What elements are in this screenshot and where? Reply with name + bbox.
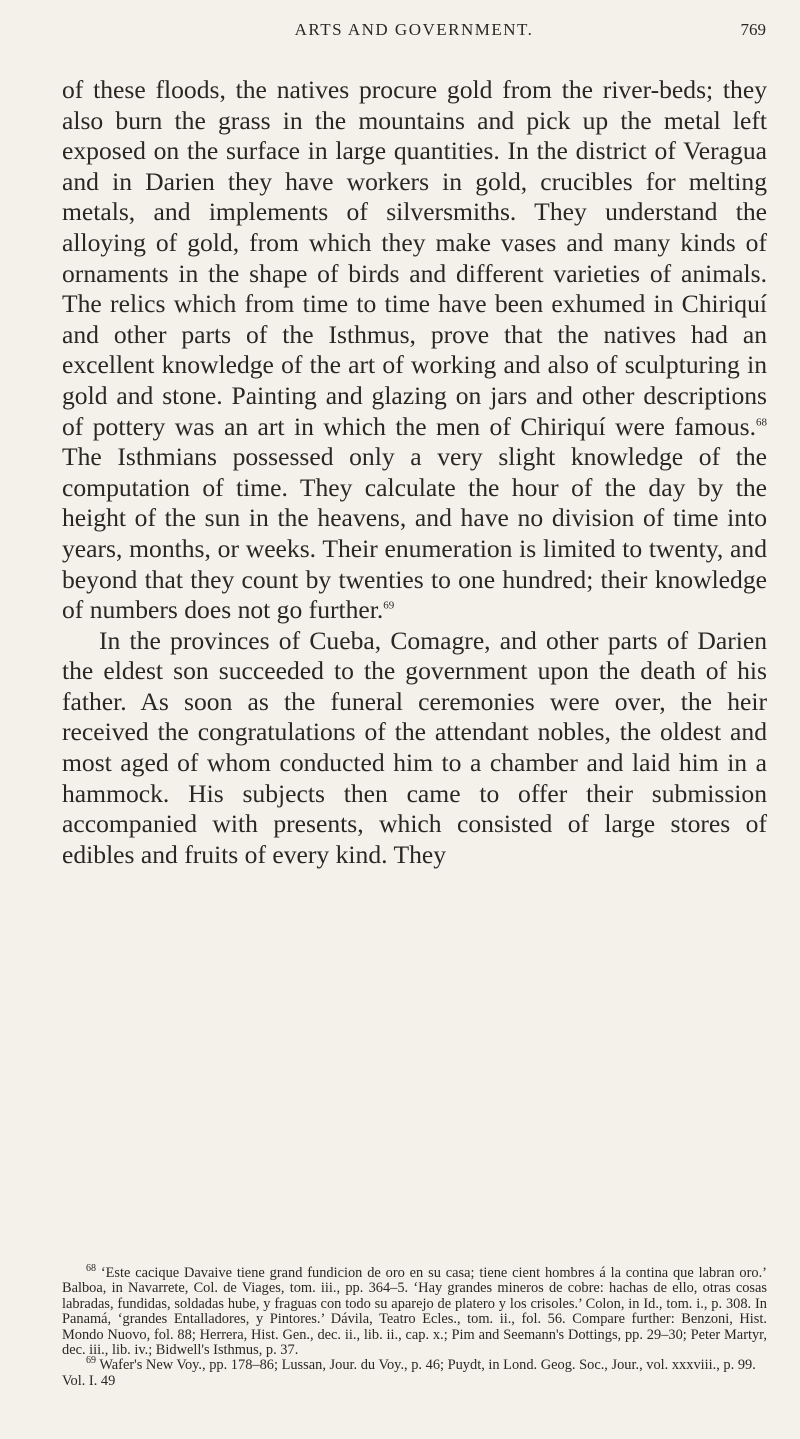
page-number: 769 <box>740 20 766 39</box>
footnote-68-number: 68 <box>86 1263 96 1275</box>
paragraph-2: In the provinces of Cueba, Comagre, and other parts of Darien the eldest son succeeded to the government upon the death of his father. As soon as the funeral ceremonies were over, the heir received the congratulations of the attendant nobles, the oldest and most aged of whom conducted him to a chamber and laid him in a hammock. His subjects then came to offer their submission accompanied with presents, which consisted of large stores of edibles and fruits of every kind. They <box>62 625 767 869</box>
note-ref-69[interactable]: 69 <box>383 599 395 612</box>
paragraph-1-text-b: The Isthmians possessed only a very slight knowledge of the computation of time. They calculate the hour of the day by the height of the sun in the heavens, and have no division of time into years, months, or weeks. Their enumeration is limited to twenty, and beyond that they count by twenties to one hundred; their knowledge of numbers does not go further. <box>62 442 767 625</box>
page-header <box>62 20 766 46</box>
footnote-69 <box>62 1355 767 1374</box>
signature-mark: Vol. I. 49 <box>62 1372 116 1389</box>
paragraph-1-text-a: of these floods, the natives procure gold from the river-beds; they also burn the grass in the mountains and pick up the metal left exposed on the surface in large quantities. In the district of Veragua and in Darien they have workers in gold, crucibles for melting metals, and implements of silversmiths. They understand the alloying of gold, from which they make vases and many kinds of ornaments in the shape of birds and different varieties of animals. The relics which from time to time have been exhumed in Chiriquí and other parts of the Isthmus, prove that the natives had an excellent knowledge of the art of working and also of sculpturing in gold and stone. Painting and glazing on jars and other descriptions of pottery was an art in which the men of Chiriquí were famous. <box>62 75 767 441</box>
footnote-69-text: Wafer's New Voy., pp. 178–86; Lussan, Jour. du Voy., p. 46; Puydt, in Lond. Geog. Soc., Jour., vol. xxxviii., p. 99. <box>99 1357 756 1374</box>
paragraph-1 <box>62 75 767 626</box>
footnotes <box>62 1263 767 1389</box>
note-ref-68[interactable]: 68 <box>756 416 767 428</box>
footnote-68 <box>62 1263 767 1359</box>
footnote-68-text: ‘Este cacique Davaive tiene grand fundicion de oro en su casa; tiene cient hombres á la contina que labran oro.’ Balboa, in Navarrete, Col. de Viages, tom. iii., pp. 364–5. ‘Hay grandes mineros de cobre: hachas de ello, otras cosas labradas, fundidas, soldadas hube, y fraguas con todo su aparejo de platero y los crisoles.’ Colon, in Id., tom. i., p. 308. In Panamá, ‘grandes Entalladores, y Pintores.’ Dávila, Teatro Ecles., tom. ii., fol. 56. Compare further: Benzoni, Hist. Mondo Nuovo, fol. 88; Herrera, Hist. Gen., dec. ii., lib. ii., cap. x.; Pim and Seemann's Dottings, pp. 29–30; Peter Martyr, dec. iii., lib. iv.; Bidwell's Isthmus, p. 37. <box>62 1265 767 1359</box>
footnote-69-number: 69 <box>86 1355 96 1367</box>
body-text <box>62 75 767 870</box>
running-head: ARTS AND GOVERNMENT. <box>294 20 534 39</box>
